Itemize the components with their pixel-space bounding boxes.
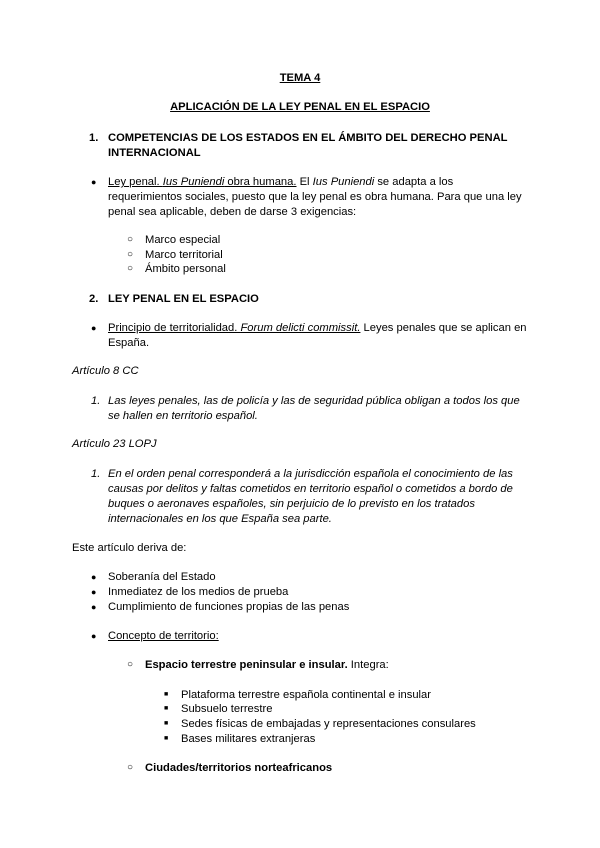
espacio-bold: Espacio terrestre peninsular e insular. <box>145 659 348 671</box>
ciudades-label: Ciudades/territorios norteafricanos <box>145 762 333 774</box>
espacio-item: Bases militares extranjeras <box>181 733 316 745</box>
bullet-icon: ● <box>91 323 97 333</box>
square-bullet-icon: ■ <box>164 705 169 712</box>
section1-title-line2: INTERNACIONAL <box>108 147 201 159</box>
section1-title-line1: COMPETENCIAS DE LOS ESTADOS EN EL ÁMBITO DEL DERECHO PENAL <box>108 132 508 144</box>
art23-heading: Artículo 23 LOPJ <box>72 438 157 450</box>
deriva-item: Inmediatez de los medios de prueba <box>108 586 289 598</box>
espacio-item: Sedes físicas de embajadas y representaciones consulares <box>181 718 476 730</box>
art23-line: En el orden penal corresponderá a la jurisdicción española el conocimiento de las <box>108 468 513 480</box>
espacio-item: Plataforma terrestre española continental e insular <box>181 689 431 701</box>
square-bullet-icon: ■ <box>164 720 169 727</box>
circle-bullet-icon: ○ <box>127 234 134 245</box>
bullet2-part-c: Leyes penales que se aplican en <box>360 322 527 334</box>
bullet2-part-a: Principio de territorialidad. <box>108 322 241 334</box>
section1-number: 1. <box>89 132 99 144</box>
art8-line2: se hallen en territorio español. <box>108 410 258 422</box>
subitem: Ámbito personal <box>145 263 226 275</box>
bullet-icon: ● <box>91 602 97 612</box>
subitem: Marco especial <box>145 234 221 246</box>
bullet2-line2: España. <box>108 337 150 349</box>
bullet1-part-a: Ley penal. <box>108 176 163 188</box>
bullet1-line2: requerimientos sociales, puesto que la ley penal es obra humana. Para que una ley <box>108 191 522 203</box>
circle-bullet-icon: ○ <box>127 762 134 773</box>
bullet1-part-c: obra humana. <box>224 176 297 188</box>
territorio-label: Concepto de territorio: <box>108 630 219 642</box>
art23-line: causas por delitos y faltas cometidos en territorio español o cometidos a bordo de <box>108 483 513 495</box>
art8-heading: Artículo 8 CC <box>72 365 139 377</box>
bullet-icon: ● <box>91 572 97 582</box>
espacio-line <box>145 658 389 673</box>
bullet2-part-b: Forum delicti commissit. <box>240 322 361 334</box>
bullet1-part-f: se adapta a los <box>374 176 454 188</box>
art23-number: 1. <box>91 468 101 480</box>
bullet-icon: ● <box>91 177 97 187</box>
art8-number: 1. <box>91 395 101 407</box>
circle-bullet-icon: ○ <box>127 249 134 260</box>
bullet1-line1 <box>108 175 453 190</box>
art8-line1: Las leyes penales, las de policía y las de seguridad pública obligan a todos los que <box>108 395 520 407</box>
circle-bullet-icon: ○ <box>127 263 134 274</box>
art23-line: internacionales en los que España sea parte. <box>108 513 332 525</box>
deriva-item: Cumplimiento de funciones propias de las penas <box>108 601 350 613</box>
espacio-rest: Integra: <box>347 659 389 671</box>
circle-bullet-icon: ○ <box>127 659 134 670</box>
bullet1-part-e: Ius Puniendi <box>312 176 375 188</box>
deriva-item: Soberanía del Estado <box>108 571 216 583</box>
subitem: Marco territorial <box>145 249 223 261</box>
bullet-icon: ● <box>91 631 97 641</box>
bullet1-part-d: El <box>296 176 313 188</box>
espacio-item: Subsuelo terrestre <box>181 703 273 715</box>
square-bullet-icon: ■ <box>164 735 169 742</box>
page-title: TEMA 4 <box>279 72 321 84</box>
square-bullet-icon: ■ <box>164 691 169 698</box>
section2-title: LEY PENAL EN EL ESPACIO <box>108 293 259 305</box>
section2-number: 2. <box>89 293 99 305</box>
deriva-intro: Este artículo deriva de: <box>72 542 187 554</box>
page-subtitle: APLICACIÓN DE LA LEY PENAL EN EL ESPACIO <box>170 101 430 113</box>
bullet-icon: ● <box>91 587 97 597</box>
bullet1-line3: penal sea aplicable, deben de darse 3 exigencias: <box>108 206 357 218</box>
bullet1-part-b: Ius Puniendi <box>162 176 225 188</box>
bullet2-line1 <box>108 321 527 336</box>
art23-line: buques o aeronaves españoles, sin perjuicio de lo previsto en los tratados <box>108 498 475 510</box>
